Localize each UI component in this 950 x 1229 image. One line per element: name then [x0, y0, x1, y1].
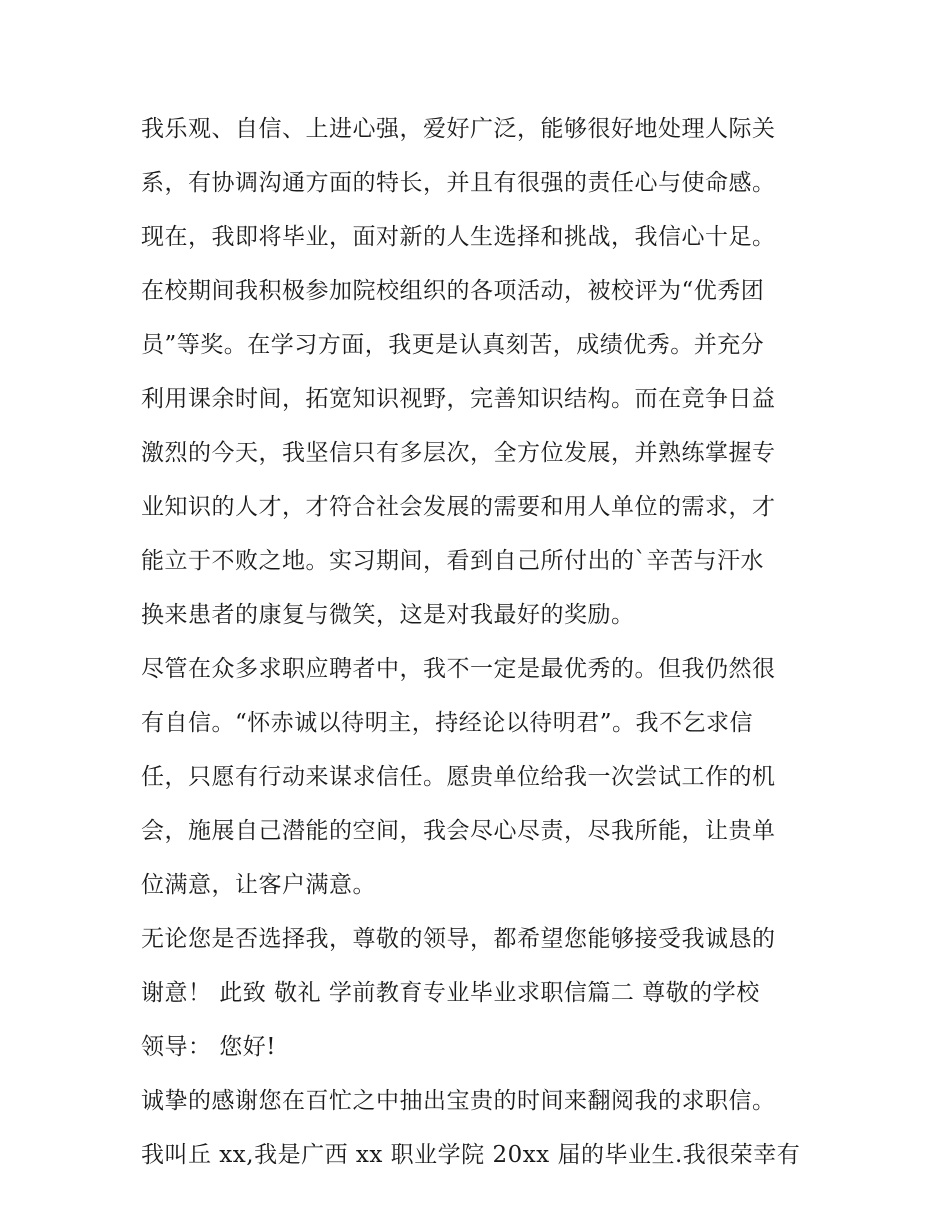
text-line: 会，施展自己潜能的空间，我会尽心尽责，尽我所能，让贵单 [141, 818, 776, 844]
text-line: 激烈的今天，我坚信只有多层次，全方位发展，并熟练掌握专 [141, 440, 776, 466]
text-line: 无论您是否选择我，尊敬的领导，都希望您能够接受我诚恳的 [141, 926, 776, 952]
text-line: 在校期间我积极参加院校组织的各项活动，被校评为“优秀团 [141, 278, 765, 304]
text-line: 我叫丘 xx,我是广西 xx 职业学院 20xx 届的毕业生.我很荣幸有 [141, 1142, 801, 1168]
text-line: 员”等奖。在学习方面，我更是认真刻苦，成绩优秀。并充分 [141, 332, 765, 358]
text-line: 换来患者的康复与微笑，这是对我最好的奖励。 [141, 602, 635, 628]
text-line: 任，只愿有行动来谋求信任。愿贵单位给我一次尝试工作的机 [141, 764, 776, 790]
text-line: 系，有协调沟通方面的特长，并且有很强的责任心与使命感。 [141, 170, 776, 196]
text-line: 我乐观、自信、上进心强，爱好广泛，能够很好地处理人际关 [141, 116, 776, 142]
text-line: 有自信。“怀赤诚以待明主，持经论以待明君”。我不乞求信 [141, 710, 754, 736]
text-line: 领导： 您好! [141, 1034, 277, 1060]
text-line: 业知识的人才，才符合社会发展的需要和用人单位的需求，才 [141, 494, 776, 520]
text-line: 位满意，让客户满意。 [141, 872, 376, 898]
text-line: 尽管在众多求职应聘者中，我不一定是最优秀的。但我仍然很 [141, 656, 776, 682]
text-line: 谢意！ 此致 敬礼 学前教育专业毕业求职信篇二 尊敬的学校 [141, 980, 760, 1006]
text-line: 利用课余时间，拓宽知识视野，完善知识结构。而在竞争日益 [141, 386, 776, 412]
text-line: 能立于不败之地。实习期间，看到自己所付出的`辛苦与汗水 [141, 548, 764, 574]
text-line: 现在，我即将毕业，面对新的人生选择和挑战，我信心十足。 [141, 224, 776, 250]
text-line: 诚挚的感谢您在百忙之中抽出宝贵的时间来翻阅我的求职信。 [141, 1088, 776, 1114]
